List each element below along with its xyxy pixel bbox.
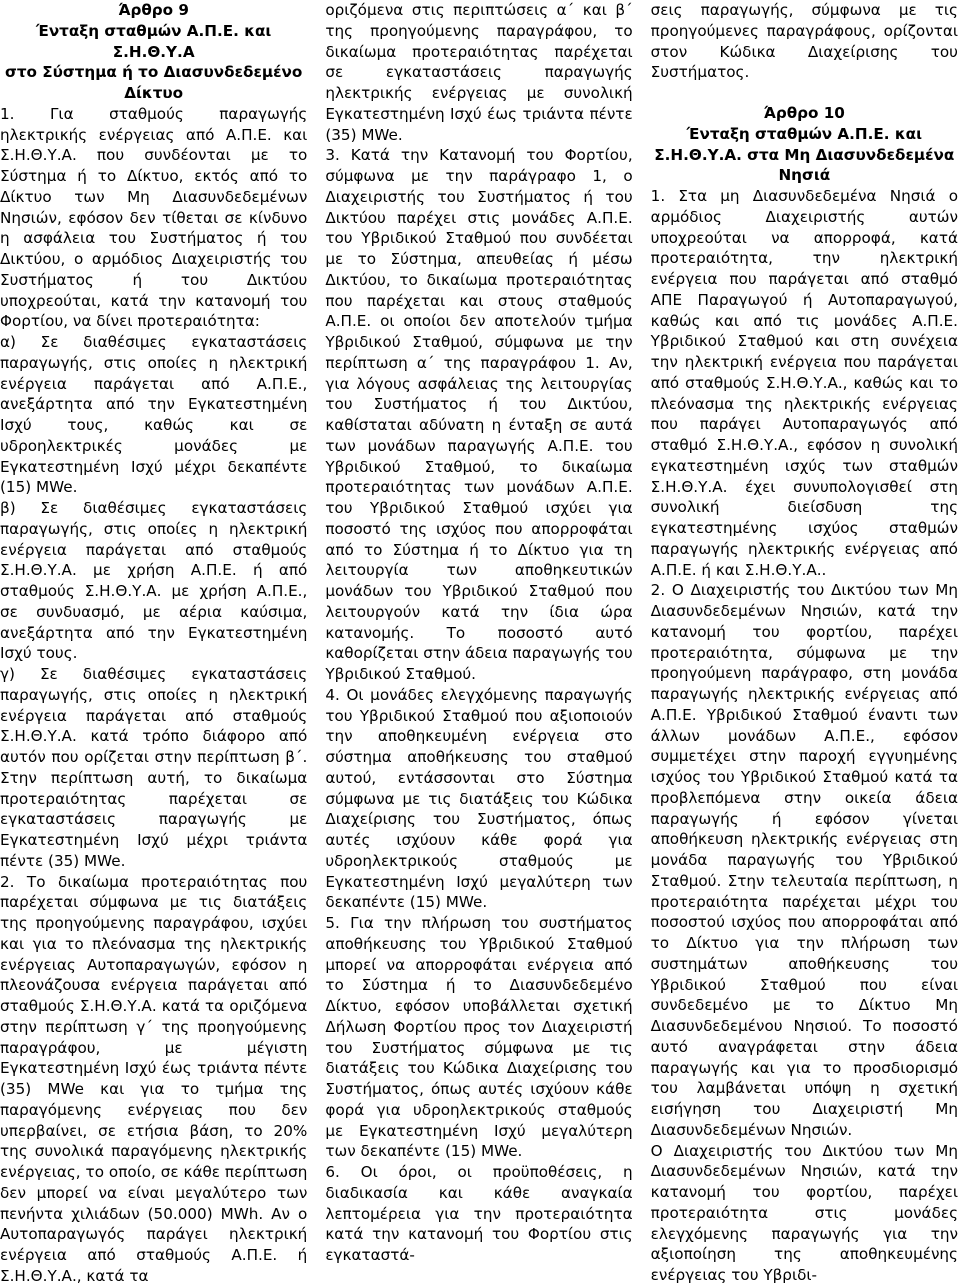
article-9-title-line-2: στο Σύστημα ή το Διασυνδεδεμένο	[4, 63, 303, 82]
column-3	[650, 0, 958, 1285]
article-10-title-line-1: Ένταξη σταθμών Α.Π.Ε. και	[686, 124, 922, 143]
article-9-title-line-1: Ένταξη σταθμών Α.Π.Ε. και Σ.Η.Θ.Υ.Α	[35, 21, 272, 61]
column-2	[325, 0, 633, 1264]
column-1	[0, 0, 308, 1285]
spacer	[651, 83, 958, 103]
article-10-title-line-3: Νησιά	[778, 166, 831, 185]
article-9-paragraph-6-cont: σεις παραγωγής, σύμφωνα με τις προηγούμενες παραγράφους, ορίζονται στον Κώδικα Διαχείρισης του Συστήματος.	[650, 1, 958, 82]
article-9-number: Άρθρο 9	[118, 1, 189, 19]
article-10-paragraph-2: 2. Ο Διαχειριστής του Δικτύου των Μη Διασυνδεδεμένων Νησιών, κατά την κατανομή του φορτίου, παρέχει προτεραιότητα, σύμφωνα με την προηγούμενη παράγραφο, στη μονάδα παραγωγής ηλεκτρικής ενέργειας από Α.Π.Ε. Υβριδικού Σταθμού έναντι των άλλων μονάδων Α.Π.Ε., εφόσον συμμετέχει στην παροχή εγγυημένης ισχύος του Υβριδικού Σταθμού κατά τα προβλεπόμενα στην οικεία άδεια παραγωγής ή εφόσον γίνεται αποθήκευση ηλεκτρικής ενέργειας στη μονάδα παραγωγής του Υβριδικού Σταθμού. Στην τελευταία περίπτωση, η προτεραιότητα παρέχεται μέχρι του ποσοστού ισχύος που απορροφάται από το Δίκτυο για την πλήρωση των συστημάτων αποθήκευσης του Υβριδικού Σταθμού που είναι συνδεδεμένο με το Δίκτυο Μη Διασυνδεδεμένου Νησιού. Το ποσοστό αυτό αναγράφεται στην άδεια παραγωγής και για το προσδιορισμό του λαμβάνεται υπόψη η σχετική εισήγηση του Διαχειριστή Μη Διασυνδεδεμένων Νησιών.	[650, 581, 958, 1139]
article-9-paragraph-1a: α) Σε διαθέσιμες εγκαταστάσεις παραγωγής, στις οποίες η ηλεκτρική ενέργεια παράγεται από Α.Π.Ε., ανεξάρτητα από την Εγκατεστημένη Ισχύ τους, καθώς και σε υδροηλεκτρικές μονάδες με Εγκατεστημένη Ισχύ μέχρι δεκαπέντε (15) MWe.	[0, 333, 308, 497]
article-9-paragraph-3: 3. Κατά την Κατανομή του Φορτίου, σύμφωνα με την παράγραφο 1, ο Διαχειριστής του Συστήματος ή του Δικτύου παρέχει στις μονάδες Α.Π.Ε. του Υβριδικού Σταθμού που συνδέεται με το Σύστημα, απευθείας ή μέσω Δικτύου, το δικαίωμα προτεραιότητας που παρέχεται και στους σταθμούς Α.Π.Ε. οι οποίοι δεν αποτελούν τμήμα Υβριδικού Σταθμού, σύμφωνα με την περίπτωση α΄ της παραγράφου 1. Αν, για λόγους ασφάλειας της λειτουργίας του Συστήματος ή του Δικτύου, καθίσταται αδύνατη η ένταξη σε αυτά των μονάδων παραγωγής Α.Π.Ε. του Υβριδικού Σταθμού, το δικαίωμα προτεραιότητας των μονάδων Α.Π.Ε. του Υβριδικού Σταθμού ισχύει για ποσοστό της ισχύος που απορροφάται από το Σύστημα ή το Δίκτυο για τη λειτουργία των αποθηκευτικών μονάδων του Υβριδικού Σταθμού που λειτουργούν κατά την ίδια ώρα κατανομής. Το ποσοστό αυτό καθορίζεται στην άδεια παραγωγής του Υβριδικού Σταθμού.	[325, 146, 633, 683]
article-9-paragraph-5: 5. Για την πλήρωση του συστήματος αποθήκευσης του Υβριδικού Σταθμού μπορεί να απορροφάται ενέργεια από το Σύστημα ή το Διασυνδεδεμένο Δίκτυο, εφόσον υποβάλλεται σχετική Δήλωση Φορτίου προς τον Διαχειριστή του Συστήματος σύμφωνα με τις διατάξεις του Κώδικα Διαχείρισης του Συστήματος, όπως αυτές ισχύουν κάθε φορά για υδροηλεκτρικούς σταθμούς με Εγκατεστημένη Ισχύ μεγαλύτερη των δεκαπέντε (15) MWe.	[325, 914, 633, 1161]
article-10-heading	[651, 103, 958, 186]
article-9-paragraph-4: 4. Οι μονάδες ελεγχόμενης παραγωγής του Υβριδικού Σταθμού που αξιοποιούν την αποθηκευμένη ενέργεια στο σύστημα αποθήκευσης του σταθμού αυτού, εντάσσονται στο Σύστημα σύμφωνα με τις διατάξεις του Κώδικα Διαχείρισης του Συστήματος, όπως αυτές ισχύουν κάθε φορά για υδροηλεκτρικούς σταθμούς με Εγκατεστημένη Ισχύ μεγαλύτερη των δεκαπέντε (15) MWe.	[325, 685, 633, 912]
article-10-number: Άρθρο 10	[763, 104, 845, 122]
article-9-paragraph-6: 6. Οι όροι, οι προϋποθέσεις, η διαδικασία και κάθε αναγκαία λεπτομέρεια για την προτεραιότητα κατά την κατανομή του Φορτίου στις εγκαταστά-	[325, 1163, 633, 1264]
article-9-paragraph-1: 1. Για σταθμούς παραγωγής ηλεκτρικής ενέργειας από Α.Π.Ε. και Σ.Η.Θ.Υ.Α. που συνδέονται με το Σύστημα ή το Δίκτυο, εκτός από το Δίκτυο των Μη Διασυνδεδεμένων Νησιών, εφόσον δεν τίθεται σε κίνδυνο η ασφάλεια του Συστήματος ή του Δικτύου, ο αρμόδιος Διαχειριστής του Συστήματος ή του Δικτύου υποχρεούται, κατά την κατανομή του Φορτίου, να δίνει προτεραιότητα:	[0, 104, 308, 331]
article-9-paragraph-2: 2. Το δικαίωμα προτεραιότητας που παρέχεται σύμφωνα με τις διατάξεις της προηγούμενης παραγράφου, ισχύει και για το πλεόνασμα της ηλεκτρικής ενέργειας Αυτοπαραγωγών, εφόσον η πλεονάζουσα ενέργεια παράγεται από σταθμούς Σ.Η.Θ.Υ.Α. κατά τα οριζόμενα στην περίπτωση γ΄ της προηγούμενης παραγράφου, με μέγιστη Εγκατεστημένη Ισχύ έως τριάντα πέντε (35) MWe και για το τμήμα της παραγόμενης ενέργειας που δεν υπερβαίνει, σε ετήσια βάση, το 20% της συνολικά παραγόμενης ηλεκτρικής ενέργειας, το οποίο, σε κάθε περίπτωση δεν μπορεί να είναι μεγαλύτερο των πενήντα χιλιάδων (50.000) MWh. Αν ο Αυτοπαραγωγός παράγει ηλεκτρική ενέργεια από σταθμούς Α.Π.Ε. ή Σ.Η.Θ.Υ.Α., κατά τα	[0, 872, 308, 1285]
article-9-paragraph-2-cont: οριζόμενα στις περιπτώσεις α΄ και β΄ της προηγούμενης παραγράφου, το δικαίωμα προτεραιότητας παρέχεται σε εγκαταστάσεις παραγωγής ηλεκτρικής ενέργειας με συνολική Εγκατεστημένη Ισχύ έως τριάντα πέντε (35) MWe.	[325, 1, 633, 144]
article-9-title-line-3: Δίκτυο	[124, 84, 184, 103]
article-9-paragraph-1b: β) Σε διαθέσιμες εγκαταστάσεις παραγωγής, στις οποίες η ηλεκτρική ενέργεια παράγεται από σταθμούς Σ.Η.Θ.Υ.Α. με χρήση Α.Π.Ε. ή από σταθμούς Σ.Η.Θ.Υ.Α. με χρήση Α.Π.Ε., σε συνδυασμό, με αέρια καύσιμα, ανεξάρτητα από την Εγκατεστημένη Ισχύ τους.	[0, 499, 308, 663]
article-10-paragraph-3: Ο Διαχειριστής του Δικτύου των Μη Διασυνδεδεμένων Νησιών, κατά την κατανομή του φορτίου, παρέχει προτεραιότητα στις μονάδες ελεγχόμενης παραγωγής για την αξιοποίηση της αποθηκευμένης ενέργειας του Υβριδι-	[650, 1141, 958, 1285]
article-9-heading	[0, 0, 307, 104]
article-10-title-line-2: Σ.Η.Θ.Υ.Α. στα Μη Διασυνδεδεμένα	[654, 145, 955, 164]
article-9-paragraph-1c: γ) Σε διαθέσιμες εγκαταστάσεις παραγωγής, στις οποίες η ηλεκτρική ενέργεια παράγεται από σταθμούς Σ.Η.Θ.Υ.Α. κατά τρόπο διάφορο από αυτόν που ορίζεται στην περίπτωση β΄. Στην περίπτωση αυτή, το δικαίωμα προτεραιότητας παρέχεται σε εγκαταστάσεις παραγωγής με Εγκατεστημένη Ισχύ μέχρι τριάντα πέντε (35) MWe.	[0, 665, 308, 870]
article-10-paragraph-1: 1. Στα μη Διασυνδεδεμένα Νησιά ο αρμόδιος Διαχειριστής αυτών υποχρεούται να απορροφά, κατά προτεραιότητα, την ηλεκτρική ενέργεια που παράγεται από σταθμό ΑΠΕ Παραγωγού ή Αυτοπαραγωγού, καθώς και από τις μονάδες Α.Π.Ε. Υβριδικού Σταθμού και στη συνέχεια την ηλεκτρική ενέργεια που παράγεται από σταθμούς Σ.Η.Θ.Υ.Α., καθώς και το πλεόνασμα της ηλεκτρικής ενέργειας που παράγει Αυτοπαραγωγός από σταθμό Σ.Η.Θ.Υ.Α., εφόσον η συνολική εγκατεστημένη ισχύς των σταθμών Σ.Η.Θ.Υ.Α. έχει συνυπολογισθεί στη συνολική διείσδυση της εγκατεστημένης ισχύος σταθμών παραγωγής ηλεκτρικής ενέργειας από Α.Π.Ε. ή και Σ.Η.Θ.Υ.Α..	[650, 187, 958, 579]
